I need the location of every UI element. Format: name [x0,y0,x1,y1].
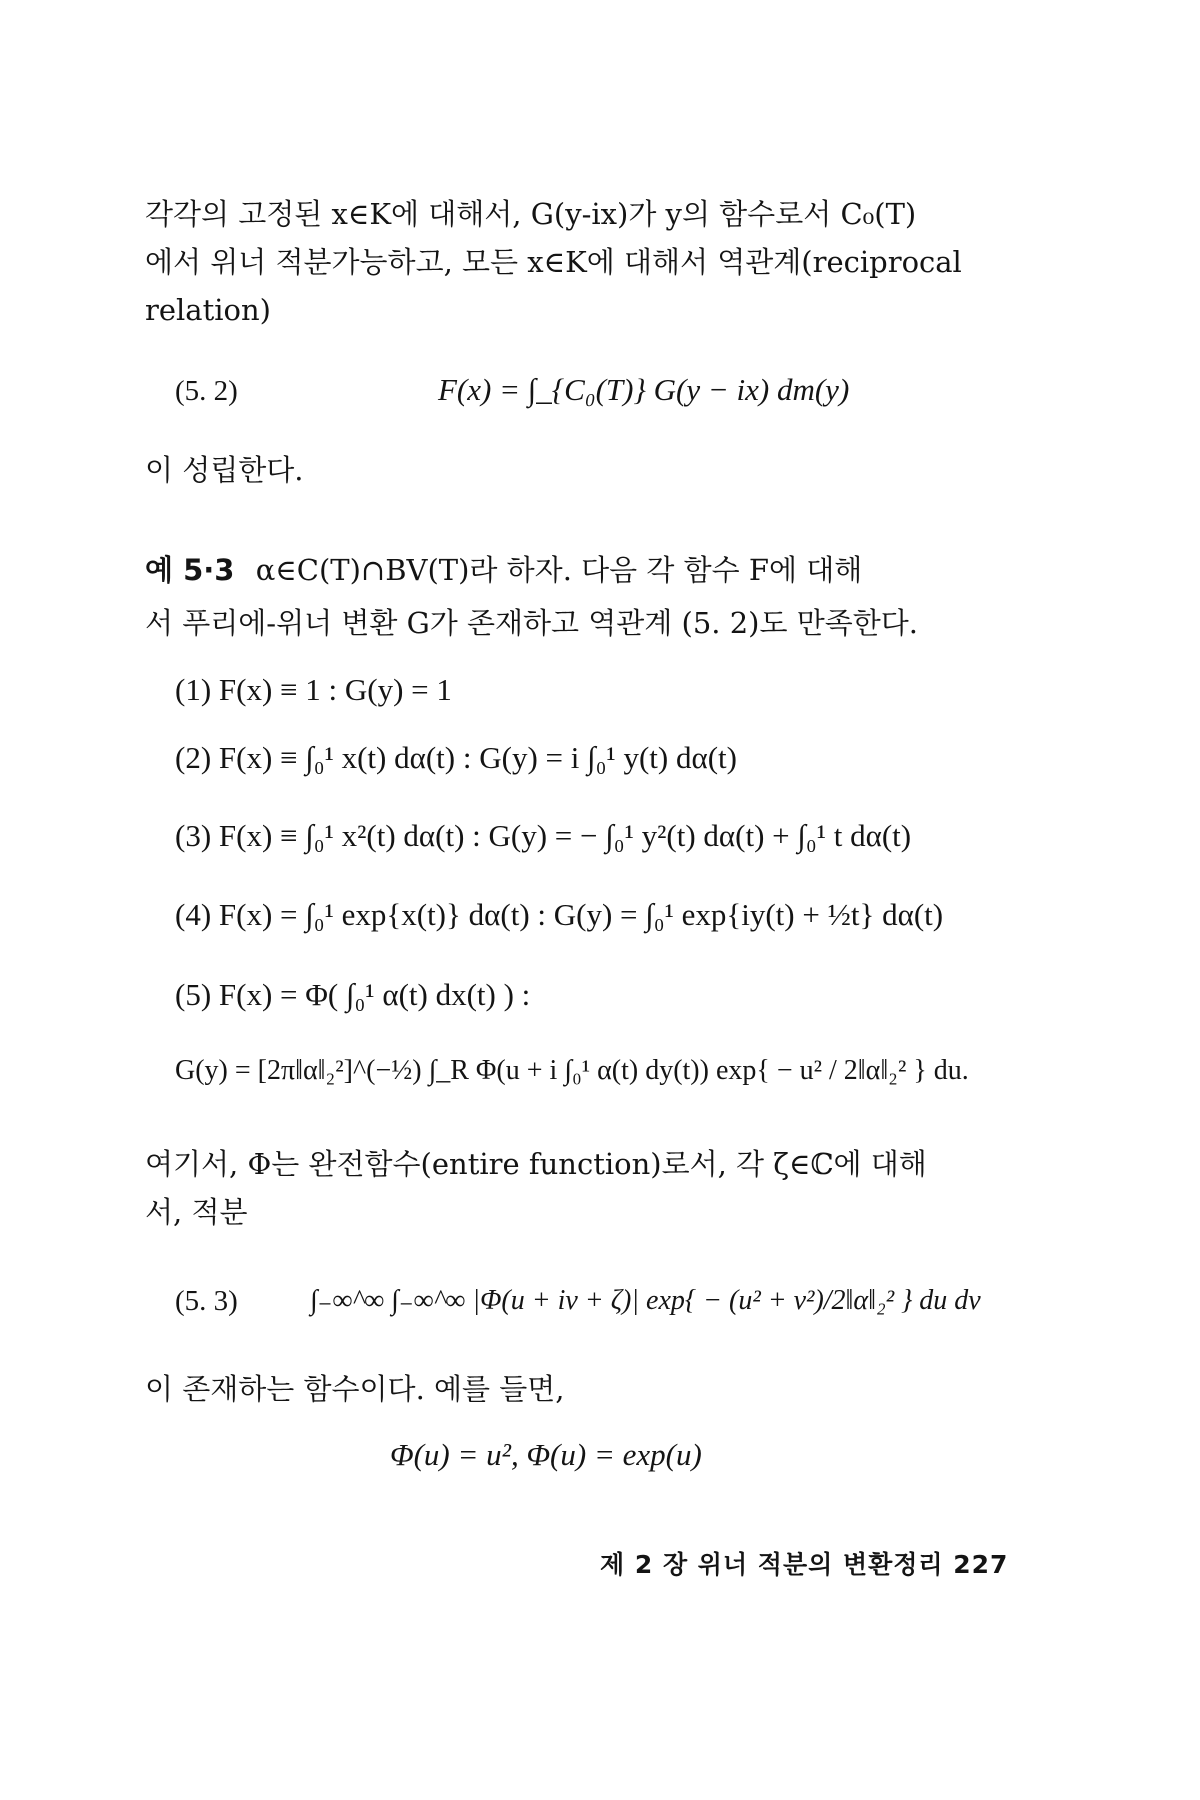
paragraph-line: 이 존재하는 함수이다. 예를 들면, [145,1372,565,1406]
example-item: (2) F(x) ≡ ∫₀¹ x(t) dα(t) : G(y) = i ∫₀¹ y(t) dα(t) [175,740,737,775]
paragraph-line: 이 성립한다. [145,453,304,487]
example-item: (5) F(x) = Φ( ∫₀¹ α(t) dx(t) ) : [175,977,531,1012]
paragraph-line: 여기서, Φ는 완전함수(entire function)로서, 각 ζ∈ℂ에 대해 [145,1147,927,1181]
example-item: (1) F(x) ≡ 1 : G(y) = 1 [175,672,452,707]
example-line2: 서 푸리에-위너 변환 G가 존재하고 역관계 (5. 2)도 만족한다. [145,606,918,640]
example-label: 예 5·3 [145,553,235,587]
example-functions: Φ(u) = u², Φ(u) = exp(u) [390,1437,702,1472]
equation-number: (5. 2) [175,375,238,407]
paragraph-line: 에서 위너 적분가능하고, 모든 x∈K에 대해서 역관계(reciprocal [145,245,962,279]
example-item: (4) F(x) = ∫₀¹ exp{x(t)} dα(t) : G(y) = ∫₀¹ exp{iy(t) + ½t} dα(t) [175,897,944,932]
example-line1: α∈C(T)∩BV(T)라 하자. 다음 각 함수 F에 대해 [255,553,863,587]
equation-5-3: ∫₋∞^∞ ∫₋∞^∞ |Φ(u + iv + ζ)| exp{ − (u² + v²)/2‖α‖₂² } du dv [310,1285,981,1316]
equation-number: (5. 3) [175,1285,238,1317]
paragraph-line: 서, 적분 [145,1195,248,1229]
example-item: (3) F(x) ≡ ∫₀¹ x²(t) dα(t) : G(y) = − ∫₀¹ y²(t) dα(t) + ∫₀¹ t dα(t) [175,818,912,853]
paragraph-line: relation) [145,293,271,327]
paragraph-line: 각각의 고정된 x∈K에 대해서, G(y-ix)가 y의 함수로서 C₀(T) [145,197,917,231]
example-heading [145,553,862,588]
example-item-formula: G(y) = [2π‖α‖₂²]^(−½) ∫_R Φ(u + i ∫₀¹ α(t) dy(t)) exp{ − u² / 2‖α‖₂² } du. [175,1055,969,1086]
equation-5-2: F(x) = ∫_{C₀(T)} G(y − ix) dm(y) [438,372,850,407]
page-footer: 제 2 장 위너 적분의 변환정리 227 [600,1550,1009,1579]
